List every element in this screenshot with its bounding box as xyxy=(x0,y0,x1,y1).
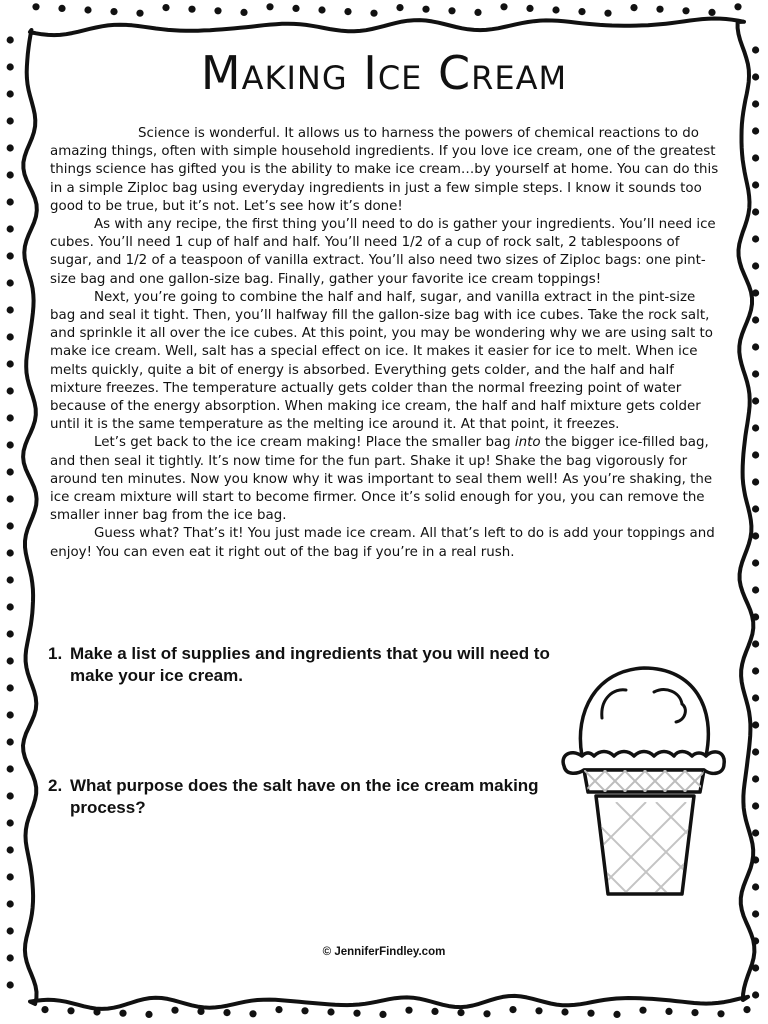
border-dot xyxy=(7,225,14,232)
border-dot xyxy=(197,1008,204,1015)
border-dot xyxy=(7,306,14,313)
border-dot xyxy=(604,10,611,17)
border-dot xyxy=(7,252,14,259)
paragraph-conclusion: Guess what? That’s it! You just made ice cream. All that’s left to do is add your toppings and enjoy! You can even eat it right out of the bag if you’re in a real rush. xyxy=(50,526,715,560)
cone-body xyxy=(596,796,694,894)
border-dot xyxy=(7,657,14,664)
border-dot xyxy=(379,1011,386,1018)
border-dot xyxy=(188,6,195,13)
border-dot xyxy=(561,1008,568,1015)
border-dot xyxy=(535,1007,542,1014)
border-dot xyxy=(266,3,273,10)
text-run: the bigger ice-filled bag, and then seal it tightly. It’s now time for the fun part. Shake it up! Shake the bag vigorously for around ten minutes. Now you know why it was important to seal them well! As you’re shaking, the ice cream mixture will start to become firmer. Once it’s solid enough for you, you can remove the smaller inner bag from the ice bag. xyxy=(50,435,713,524)
paragraph-ingredients: As with any recipe, the first thing you’ll need to do is gather your ingredients. You’ll need ice cubes. You’ll need 1 cup of half and half. You’ll need 1/2 of a cup of rock salt, 2 tablespoons of sugar, and 1/2 of a teaspoon of vanilla extract. You’ll also need two sizes of Ziploc bags: one pint-size bag and one gallon-size bag. Finally, gather your favorite ice cream toppings! xyxy=(50,217,716,287)
border-dot xyxy=(396,4,403,11)
border-dot xyxy=(7,468,14,475)
border-dot xyxy=(110,8,117,15)
border-dot xyxy=(422,6,429,13)
border-dot xyxy=(483,1010,490,1017)
question-text: Make a list of supplies and ingredients that you will need to make your ice cream. xyxy=(70,644,550,685)
border-dot xyxy=(7,900,14,907)
border-dot xyxy=(630,4,637,11)
border-dot xyxy=(223,1009,230,1016)
border-dot xyxy=(474,9,481,16)
border-dot xyxy=(249,1010,256,1017)
border-dot xyxy=(708,9,715,16)
border-dot xyxy=(752,802,759,809)
border-dot xyxy=(752,235,759,242)
ice-cream-scoop xyxy=(580,668,708,756)
border-dot xyxy=(665,1008,672,1015)
border-dot xyxy=(7,603,14,610)
border-dot xyxy=(752,937,759,944)
border-dot xyxy=(7,819,14,826)
question-item xyxy=(48,643,568,687)
emphasis-text: into xyxy=(514,435,541,451)
border-dot xyxy=(587,1010,594,1017)
border-dot xyxy=(344,8,351,15)
border-dot xyxy=(752,964,759,971)
border-dot xyxy=(639,1007,646,1014)
border-dot xyxy=(7,387,14,394)
border-dot xyxy=(656,6,663,13)
border-dot xyxy=(752,154,759,161)
border-dot xyxy=(370,10,377,17)
border-dot xyxy=(58,5,65,12)
border-dot xyxy=(734,3,741,10)
border-dot xyxy=(752,370,759,377)
border-dot xyxy=(7,981,14,988)
border-dot xyxy=(578,8,585,15)
border-dot xyxy=(214,7,221,14)
border-dot xyxy=(752,100,759,107)
border-dot xyxy=(145,1011,152,1018)
border-dot xyxy=(7,684,14,691)
border-dot xyxy=(7,765,14,772)
border-dot xyxy=(717,1010,724,1017)
question-number: 1. xyxy=(48,644,63,663)
border-dot xyxy=(119,1010,126,1017)
border-dot xyxy=(752,586,759,593)
border-dot xyxy=(752,829,759,836)
border-dot xyxy=(7,927,14,934)
border-dot xyxy=(67,1007,74,1014)
border-dot xyxy=(318,6,325,13)
border-dot xyxy=(7,738,14,745)
border-dot xyxy=(32,3,39,10)
border-dot xyxy=(353,1010,360,1017)
border-dot xyxy=(752,181,759,188)
page-title: Making Ice Cream xyxy=(200,46,568,100)
border-dot xyxy=(7,873,14,880)
border-dot xyxy=(292,5,299,12)
border-dot xyxy=(752,343,759,350)
border-dot xyxy=(93,1008,100,1015)
border-dot xyxy=(7,36,14,43)
border-dot xyxy=(84,6,91,13)
border-dot xyxy=(509,1006,516,1013)
border-dot xyxy=(500,3,507,10)
border-dot xyxy=(752,289,759,296)
copyright-footer: © JenniferFindley.com xyxy=(322,946,446,958)
border-dot xyxy=(7,792,14,799)
border-dot xyxy=(7,495,14,502)
border-dot xyxy=(7,576,14,583)
border-dot xyxy=(752,559,759,566)
border-dot xyxy=(752,667,759,674)
border-dot xyxy=(752,775,759,782)
border-dot xyxy=(752,721,759,728)
border-dot xyxy=(752,883,759,890)
border-dot xyxy=(7,333,14,340)
border-dot xyxy=(7,549,14,556)
border-dot xyxy=(457,1009,464,1016)
border-dot xyxy=(752,478,759,485)
question-item xyxy=(48,775,568,819)
border-dot xyxy=(752,748,759,755)
border-dot xyxy=(7,630,14,637)
border-dot xyxy=(552,6,559,13)
paragraph-salt-science: Next, you’re going to combine the half and half, sugar, and vanilla extract in the pint-size bag and seal it tight. Then, you’ll halfway fill the gallon-size bag with ice cubes. Take the rock salt, and sprinkle it all over the ice cubes. At this point, you may be wondering why we are using salt to make ice cream. Well, salt has a special effect on ice. It makes it easier for ice to melt. When ice melts quickly, quite a bit of energy is absorbed. Everything gets colder, and the half and half mixture freezes. The temperature actually gets colder than the normal freezing point of water because of the energy absorption. When making ice cream, the half and half mixture gets colder until it is the same temperature as the melting ice around it. At that point, it freezes. xyxy=(50,289,713,433)
question-list xyxy=(48,643,568,819)
border-dot xyxy=(752,397,759,404)
border-dot xyxy=(7,711,14,718)
border-dot xyxy=(752,127,759,134)
border-dot xyxy=(526,5,533,12)
border-dot xyxy=(275,1006,282,1013)
border-dot xyxy=(7,522,14,529)
border-dot xyxy=(171,1007,178,1014)
border-dot xyxy=(752,856,759,863)
border-dot xyxy=(448,7,455,14)
ice-cream-cone-icon xyxy=(556,652,732,902)
border-dot xyxy=(691,1009,698,1016)
border-dot xyxy=(752,694,759,701)
border-dot xyxy=(7,117,14,124)
border-dot xyxy=(431,1008,438,1015)
border-dot xyxy=(752,262,759,269)
border-dot xyxy=(301,1007,308,1014)
border-dot xyxy=(752,505,759,512)
border-dot xyxy=(7,144,14,151)
question-number: 2. xyxy=(48,776,63,795)
border-dot xyxy=(7,171,14,178)
paragraph-shaking xyxy=(50,434,720,525)
paragraph-intro: Science is wonderful. It allows us to harness the powers of chemical reactions to do amazing things, often with simple household ingredients. If you love ice cream, one of the greatest things science has gifted you is the ability to make ice cream…by yourself at home. You can do this in a simple Ziploc bag using everyday ingredients in just a few simple steps. I know it sounds too good to be true, but it’s not. Let’s see how it’s done! xyxy=(50,126,719,214)
border-dot xyxy=(682,7,689,14)
border-dot xyxy=(752,424,759,431)
border-dot xyxy=(405,1007,412,1014)
border-dot xyxy=(7,846,14,853)
border-dot xyxy=(752,208,759,215)
border-dot xyxy=(752,451,759,458)
border-dot xyxy=(752,532,759,539)
border-dot xyxy=(752,640,759,647)
border-dot xyxy=(240,9,247,16)
border-dot xyxy=(7,441,14,448)
border-dot xyxy=(752,991,759,998)
border-dot xyxy=(41,1006,48,1013)
reading-passage xyxy=(50,125,720,562)
question-text: What purpose does the salt have on the ice cream making process? xyxy=(70,776,539,817)
border-dot xyxy=(162,4,169,11)
text-run: Let’s get back to the ice cream making! Place the smaller bag xyxy=(94,435,515,451)
border-dot xyxy=(136,10,143,17)
border-dot xyxy=(7,360,14,367)
border-dot xyxy=(743,1006,750,1013)
border-dot xyxy=(752,910,759,917)
border-dot xyxy=(327,1008,334,1015)
border-dot xyxy=(752,613,759,620)
border-dot xyxy=(613,1011,620,1018)
border-dot xyxy=(7,414,14,421)
border-dot xyxy=(7,198,14,205)
border-dot xyxy=(7,279,14,286)
border-dot xyxy=(752,316,759,323)
